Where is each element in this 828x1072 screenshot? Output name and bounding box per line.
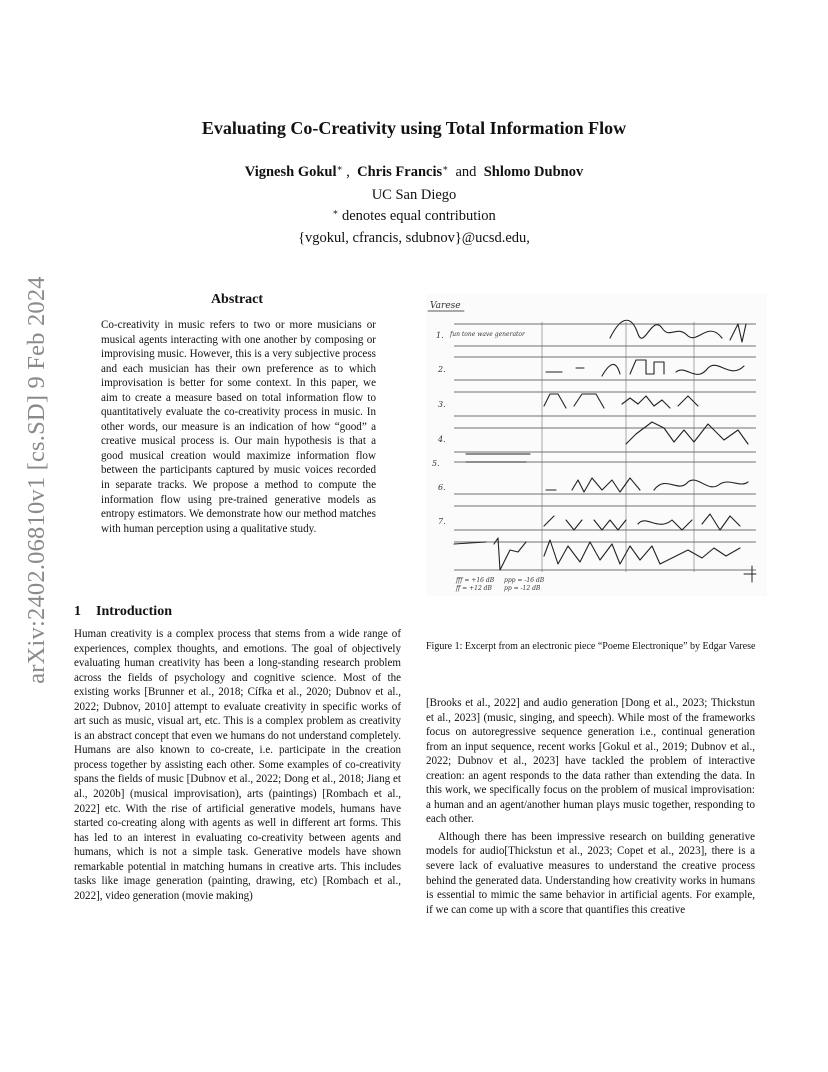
score-row-label: 3.: [438, 400, 446, 409]
equal-contribution-mark: ∗: [332, 207, 339, 217]
author-list: [0, 163, 828, 181]
intro-paragraph: Human creativity is a complex process that stems from a wide range of experiences, complex thoughts, and emotions. The goal of objectively evaluating human creativity has been a long-standing research problem across the fields of psychology and cognitive science. Most of the existing works [Brunner et al., 2018; Cífka et al., 2020; Dubnov et al., 2022; Dubnov, 2010] attempt to evaluate creativity in specific works of art such as music, visual art, etc. This is a complex problem as creativity is an abstract concept that even we humans do not understand completely. Humans are also known to co-create, i.e. participate in the creation process together by assisting each other. Some examples of co-creativity spans the fields of music [Dubnov et al., 2022; Dong et al., 2018; Jiang et al., 2020b] (musical improvisation), arts (paintings) [Rombach et al., 2022] etc. With the rise of artificial generative models, humans have started co-creating along with agents as well in different art forms. This has led to an interest in evaluating co-creativity between agents and humans, which is not a simple task. Generative models have shown remarkable potential in matching humans in creative arts. This includes tasks like image generation (painting, drawing, etc) [Rombach et al., 2022], video generation (movie making): [74, 628, 401, 902]
arxiv-identifier: arXiv:2402.06810v1 [cs.SD] 9 Feb 2024: [23, 276, 51, 684]
intro-left-column: [74, 627, 401, 903]
score-annotation: fun tone wave generator: [450, 331, 525, 338]
abstract-text: Co-creativity in music refers to two or more musicians or musical agents interacting with one another by composing or improvising music. However, this is a very subjective process and each musician has their own preference as to which improvisation is better for some context. In this paper, we aim to create a measure based on total information flow to quantitatively evaluate the co-creativity process in music. In other words, our measure is an indication of how “good” a creative musical process is. Our main hypothesis is that a good musical creation would maximize information flow between the participants captured by music voices recorded in separate tracks. We propose a method to compute the information flow using pre-trained generative models as entropy estimators. We demonstrate how our method matches with human perception using a qualitative study.: [101, 319, 376, 535]
section-heading: [74, 604, 172, 620]
dynamics-legend-right: pp = -12 dB: [504, 585, 541, 592]
author-name: Vignesh Gokul: [244, 164, 337, 180]
dynamics-legend-left: fff = +16 dB: [456, 577, 495, 584]
score-sketch: [426, 294, 767, 596]
score-row-label: 5.: [432, 459, 440, 468]
arxiv-sidebar-stamp: [22, 276, 52, 684]
affiliation: UC San Diego: [371, 187, 457, 203]
intro-paragraph: [Brooks et al., 2022] and audio generation [Dong et al., 2023; Thickstun et al., 2023] (music, singing, and speech). While most of the frameworks focus on autoregressive sequence generation i.e., continual generation from an input sequence, recent works [Gokul et al., 2019; Dubnov et al., 2022; Dubnov et al., 2023] have tackled the problem of interactive creation: an agent responds to the data rather than extending the data. In this work, we specifically focus on the problem of musical improvisation: a human and an agent/another human plays music together, responding to each other.: [426, 697, 755, 826]
intro-right-column: [426, 696, 755, 917]
figure-score-image: [426, 294, 767, 596]
author-emails: {vgokul, cfrancis, sdubnov}@ucsd.edu,: [298, 230, 530, 246]
author-name: Chris Francis: [357, 164, 443, 180]
abstract-heading: Abstract: [210, 292, 264, 307]
intro-paragraph: Although there has been impressive research on building generative models for audio[Thickstun et al., 2023; Copet et al., 2023], there is a severe lack of evaluative measures to understand the creative process behind the generated data. Understanding how creativity works in humans is essential to mimic the same behavior in artificial agents. For example, if we can come up with a score that quantifies this creative: [426, 830, 755, 916]
dynamics-legend-right: ppp = -16 dB: [504, 577, 545, 584]
score-row-label: 6.: [438, 483, 446, 492]
score-row-label: 4.: [438, 435, 446, 444]
score-row-label: 7.: [438, 517, 446, 526]
section-title: Introduction: [96, 604, 172, 619]
section-number: 1: [74, 604, 81, 619]
score-row-label: 1.: [436, 331, 444, 340]
author-name: Shlomo Dubnov: [483, 164, 584, 180]
figure-caption: Figure 1: Excerpt from an electronic piece “Poeme Electronique” by Edgar Varese: [426, 641, 756, 652]
dynamics-legend-left: ff = +12 dB: [456, 585, 492, 592]
equal-contribution-note: [0, 207, 828, 225]
score-row-label: 2.: [438, 365, 446, 374]
paper-title: Evaluating Co-Creativity using Total Information Flow: [201, 118, 627, 138]
equal-contribution-mark: ∗: [442, 163, 449, 173]
equal-contribution-mark: ∗: [336, 163, 343, 173]
author-separator: and: [448, 164, 484, 180]
author-separator: ,: [342, 164, 358, 180]
score-header: Varese: [430, 301, 461, 311]
equal-contribution-text: denotes equal contribution: [338, 208, 496, 224]
